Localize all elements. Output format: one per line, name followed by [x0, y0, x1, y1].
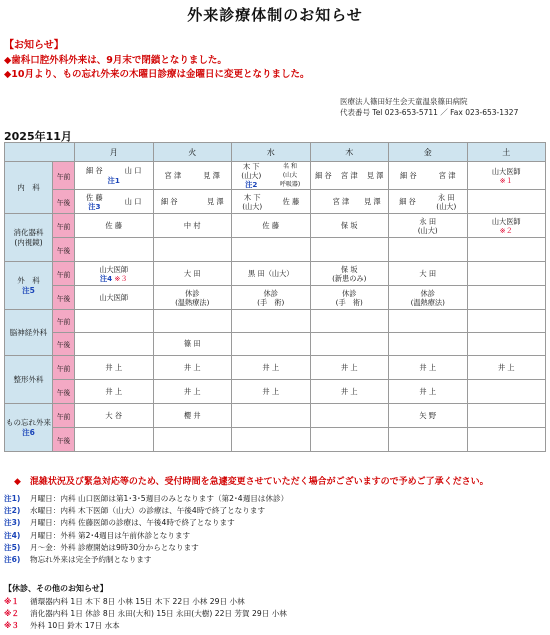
cell-noshinkei-pm-tue: 篠 田: [153, 333, 232, 356]
cell-shoka-pm-tue: [153, 238, 232, 262]
slot-am: 午前: [53, 356, 75, 380]
slot-pm: 午後: [53, 380, 75, 404]
day-wed: 水: [232, 143, 311, 162]
notice-item: ◆10月より、もの忘れ外来の木曜日診療は金曜日に変更となりました。: [4, 69, 310, 80]
cell-noshinkei-am-tue: [153, 310, 232, 333]
page-title: 外来診療体制のお知らせ: [187, 6, 363, 24]
dept-shoka: 消化器科 (内視鏡): [5, 214, 53, 262]
footnote: 注2) 水曜日：内科 木下医師（山大）の診療は、午後4時で終了となります: [4, 506, 266, 516]
cell-seikei-pm-fri: 井 上: [389, 380, 468, 404]
cell-naika-am-sat: 山大医師 ※１: [467, 162, 546, 190]
hospital-name: 医療法人篠田好生会天童温泉篠田病院: [340, 97, 468, 106]
cell-mono-am-mon: 大 谷: [75, 404, 154, 428]
table-row: [5, 238, 546, 262]
slot-am: 午前: [53, 262, 75, 286]
footnote: 注3) 月曜日：内科 佐藤医師の診療は、午後4時で終了となります: [4, 518, 235, 528]
cell-seikei-am-wed: 井 上: [232, 356, 311, 380]
table-row: [5, 190, 546, 214]
cell-naika-am-mon: 細 谷 山 口 注1: [75, 162, 154, 190]
cell-shoka-am-thu: 保 坂: [310, 214, 389, 238]
cell-shoka-pm-mon: [75, 238, 154, 262]
day-fri: 金: [389, 143, 468, 162]
cell-mono-pm-thu: [310, 428, 389, 452]
cell-shoka-pm-fri: [389, 238, 468, 262]
cell-geka-pm-thu: 休診 (手 術): [310, 286, 389, 310]
note-ref: 注5: [22, 285, 35, 295]
table-row: [5, 380, 546, 404]
hospital-info: [340, 96, 518, 118]
others-heading: 【休診、その他のお知らせ】: [4, 584, 108, 593]
cell-shoka-pm-wed: [232, 238, 311, 262]
cell-seikei-pm-tue: 井 上: [153, 380, 232, 404]
other-notice: ※１ 循環器内科 1日 木下 8日 小林 15日 木下 22日 小林 29日 小林: [4, 597, 245, 606]
table-row: [5, 333, 546, 356]
slot-pm: 午後: [53, 286, 75, 310]
cell-naika-pm-mon: 佐 藤 注3 山 口: [75, 190, 154, 214]
cell-geka-pm-fri: 休診 (温熱療法): [389, 286, 468, 310]
notice-item: ◆歯科口腔外科外来は、9月末で閉鎖となりました。: [4, 55, 227, 66]
cell-geka-pm-mon: 山大医師: [75, 286, 154, 310]
slot-pm: 午後: [53, 190, 75, 214]
hospital-contact: 代表番号 Tel 023-653-5711 ／ Fax 023-653-1327: [340, 108, 519, 117]
cell-mono-am-thu: [310, 404, 389, 428]
table-row: [5, 428, 546, 452]
cell-noshinkei-pm-sat: [467, 333, 546, 356]
cell-geka-am-sat: [467, 262, 546, 286]
cell-seikei-pm-mon: 井 上: [75, 380, 154, 404]
cell-geka-am-wed: 黒 田（山大）: [232, 262, 311, 286]
day-sat: 土: [467, 143, 546, 162]
cell-seikei-am-mon: 井 上: [75, 356, 154, 380]
cell-noshinkei-am-fri: [389, 310, 468, 333]
note-ref: 注6: [22, 427, 35, 437]
slot-am: 午前: [53, 214, 75, 238]
cell-seikei-pm-thu: 井 上: [310, 380, 389, 404]
day-mon: 月: [75, 143, 154, 162]
cell-mono-am-wed: [232, 404, 311, 428]
cell-shoka-pm-sat: [467, 238, 546, 262]
cell-naika-am-fri: 細 谷 宮 津: [389, 162, 468, 190]
cell-naika-pm-tue: 細 谷 見 澤: [153, 190, 232, 214]
dept-monowasure: もの忘れ外来 注6: [5, 404, 53, 452]
note-ref: 注1: [107, 175, 120, 185]
notice-heading: 【お知らせ】: [4, 40, 64, 51]
cell-shoka-pm-thu: [310, 238, 389, 262]
cell-mono-am-sat: [467, 404, 546, 428]
cell-noshinkei-pm-fri: [389, 333, 468, 356]
slot-am: 午前: [53, 310, 75, 333]
cell-seikei-am-sat: 井 上: [467, 356, 546, 380]
cell-seikei-pm-wed: 井 上: [232, 380, 311, 404]
dept-noshinkei: 脳神経外科: [5, 310, 53, 356]
cell-mono-pm-sat: [467, 428, 546, 452]
table-row: [5, 404, 546, 428]
cell-shoka-am-fri: 永 田 (山大): [389, 214, 468, 238]
header-row: [5, 143, 546, 162]
footnotes: [4, 493, 544, 566]
notice-box: [4, 39, 544, 81]
cell-naika-am-tue: 宮 津 見 澤: [153, 162, 232, 190]
cell-noshinkei-pm-thu: [310, 333, 389, 356]
cell-shoka-am-wed: 佐 藤: [232, 214, 311, 238]
slot-pm: 午後: [53, 238, 75, 262]
cell-naika-am-wed: 木 下 (山大) 注2 名 和 (山大 呼吸器): [232, 162, 311, 190]
table-row: [5, 162, 546, 190]
cell-noshinkei-pm-wed: [232, 333, 311, 356]
day-tue: 火: [153, 143, 232, 162]
schedule-table: [4, 142, 546, 452]
cell-mono-pm-tue: [153, 428, 232, 452]
reception-warning: ◆ 混雑状況及び緊急対応等のため、受付時間を急遽変更させていただく場合がございますので予めご了承ください。: [14, 477, 489, 487]
other-notice: ※２ 消化器内科 1日 休診 8日 永田(大和) 15日 永田(大樹) 22日 芳賀 29日 小林: [4, 609, 287, 619]
slot-pm: 午後: [53, 333, 75, 356]
cell-geka-pm-wed: 休診 (手 術): [232, 286, 311, 310]
cell-noshinkei-am-sat: [467, 310, 546, 333]
schedule-period: 2025年11月: [4, 130, 72, 143]
footnote: 注4) 月曜日：外科 第2･4週目は午前休診となります: [4, 530, 191, 540]
table-row: [5, 286, 546, 310]
cell-shoka-am-tue: 中 村: [153, 214, 232, 238]
corner-cell: [5, 143, 75, 162]
cell-naika-pm-fri: 細 谷 永 田 (山大): [389, 190, 468, 214]
cell-noshinkei-am-thu: [310, 310, 389, 333]
footnote: 注5) 月～金：外科 診療開始は9時30分からとなります: [4, 542, 199, 552]
cell-noshinkei-am-mon: [75, 310, 154, 333]
table-row: [5, 214, 546, 238]
cell-mono-pm-mon: [75, 428, 154, 452]
cell-geka-pm-sat: [467, 286, 546, 310]
footnote: 注1) 月曜日：内科 山口医師は第1･3･5週目のみとなります（第2･4週目は休診）: [4, 494, 289, 503]
cell-naika-am-thu: 細 谷 宮 津 見 澤: [310, 162, 389, 190]
cell-mono-am-fri: 矢 野: [389, 404, 468, 428]
cell-geka-am-tue: 大 田: [153, 262, 232, 286]
table-row: [5, 262, 546, 286]
cell-mono-pm-wed: [232, 428, 311, 452]
cell-seikei-pm-sat: [467, 380, 546, 404]
cell-seikei-am-tue: 井 上: [153, 356, 232, 380]
dept-naika: 内 科: [5, 162, 53, 214]
footnote: 注6) 物忘れ外来は完全予約制となります: [4, 555, 152, 565]
table-row: [5, 356, 546, 380]
day-thu: 木: [310, 143, 389, 162]
cell-geka-am-thu: 保 坂 (新患のみ): [310, 262, 389, 286]
cell-noshinkei-pm-mon: [75, 333, 154, 356]
cell-shoka-am-mon: 佐 藤: [75, 214, 154, 238]
cell-noshinkei-am-wed: [232, 310, 311, 333]
cell-geka-pm-tue: 休診 (温熱療法): [153, 286, 232, 310]
slot-pm: 午後: [53, 428, 75, 452]
cell-geka-am-fri: 大 田: [389, 262, 468, 286]
cell-naika-pm-wed: 木 下 (山大) 佐 藤: [232, 190, 311, 214]
cell-seikei-am-fri: 井 上: [389, 356, 468, 380]
dept-seikei: 整形外科: [5, 356, 53, 404]
slot-am: 午前: [53, 404, 75, 428]
cell-geka-am-mon: 山大医師 注4 ※３: [75, 262, 154, 286]
slot-am: 午前: [53, 162, 75, 190]
cell-naika-pm-sat: [467, 190, 546, 214]
cell-shoka-am-sat: 山大医師 ※２: [467, 214, 546, 238]
dept-geka: 外 科 注5: [5, 262, 53, 310]
cell-mono-pm-fri: [389, 428, 468, 452]
cell-seikei-am-thu: 井 上: [310, 356, 389, 380]
other-notice: ※３ 外科 10日 鈴木 17日 水本: [4, 621, 120, 631]
table-row: [5, 310, 546, 333]
cell-naika-pm-thu: 宮 津 見 澤: [310, 190, 389, 214]
cell-mono-am-tue: 櫻 井: [153, 404, 232, 428]
other-notices: [4, 596, 544, 633]
